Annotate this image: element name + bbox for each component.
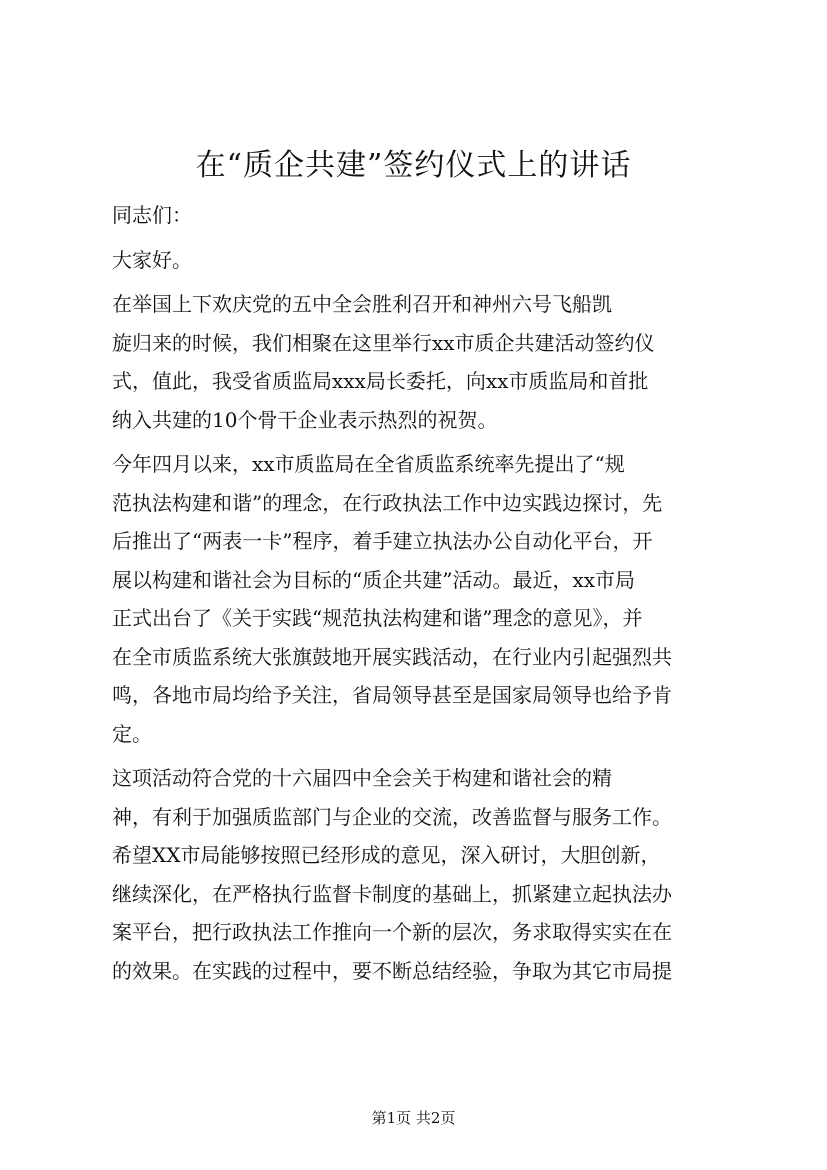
paragraph-line: 式，值此，我受省质监局xxx局长委托，向xx市质监局和首批 [112,369,649,393]
paragraph-line: 这项活动符合党的十六届四中全会关于构建和谐社会的精 [112,766,612,790]
greeting: 大家好。 [112,247,192,272]
paragraph-line: 展以构建和谐社会为目标的“质企共建”活动。最近，xx市局 [112,567,636,592]
paragraph-line: 后推出了“两表一卡”程序，着手建立执法办公自动化平台，开 [112,529,653,553]
salutation: 同志们： [112,203,192,227]
paragraph-line: 鸣，各地市局均给予关注，省局领导甚至是国家局领导也给予肯 [112,683,672,707]
paragraph-line: 案平台，把行政执法工作推向一个新的层次，务求取得实实在在 [112,920,672,944]
page-number-footer: 第1页 共2页 [371,1109,456,1127]
paragraph-line: 今年四月以来，xx市质监局在全省质监系统率先提出了“规 [112,452,625,476]
paragraph-line: 范执法构建和谐”的理念，在行政执法工作中边实践边探讨，先 [112,490,663,515]
paragraph-line: 神，有利于加强质监部门与企业的交流，改善监督与服务工作。 [112,804,672,829]
paragraph-2 [112,445,732,753]
paragraph-line: 继续深化，在严格执行监督卡制度的基础上，抓紧建立起执法办 [112,881,672,906]
paragraph-line: 正式出台了《关于实践“规范执法构建和谐”理念的意见》，并 [112,606,643,630]
paragraph-line: 希望XX市局能够按照已经形成的意见，深入研讨，大胆创新， [112,843,661,867]
paragraph-1 [112,285,732,439]
paragraph-line: 旋归来的时候，我们相聚在这里举行xx市质企共建活动签约仪 [112,330,655,355]
paragraph-line: 的效果。在实践的过程中，要不断总结经验，争取为其它市局提 [112,958,672,983]
paragraph-line: 在全市质监系统大张旗鼓地开展实践活动，在行业内引起强烈共 [112,644,672,669]
document-body [112,196,732,990]
paragraph-3 [112,759,732,990]
paragraph-line: 纳入共建的10个骨干企业表示热烈的祝贺。 [112,407,498,432]
paragraph-line: 定。 [112,721,152,746]
document-title: 在“质企共建”签约仪式上的讲话 [195,148,632,183]
paragraph-line: 在举国上下欢庆党的五中全会胜利召开和神州六号飞船凯 [112,292,612,316]
